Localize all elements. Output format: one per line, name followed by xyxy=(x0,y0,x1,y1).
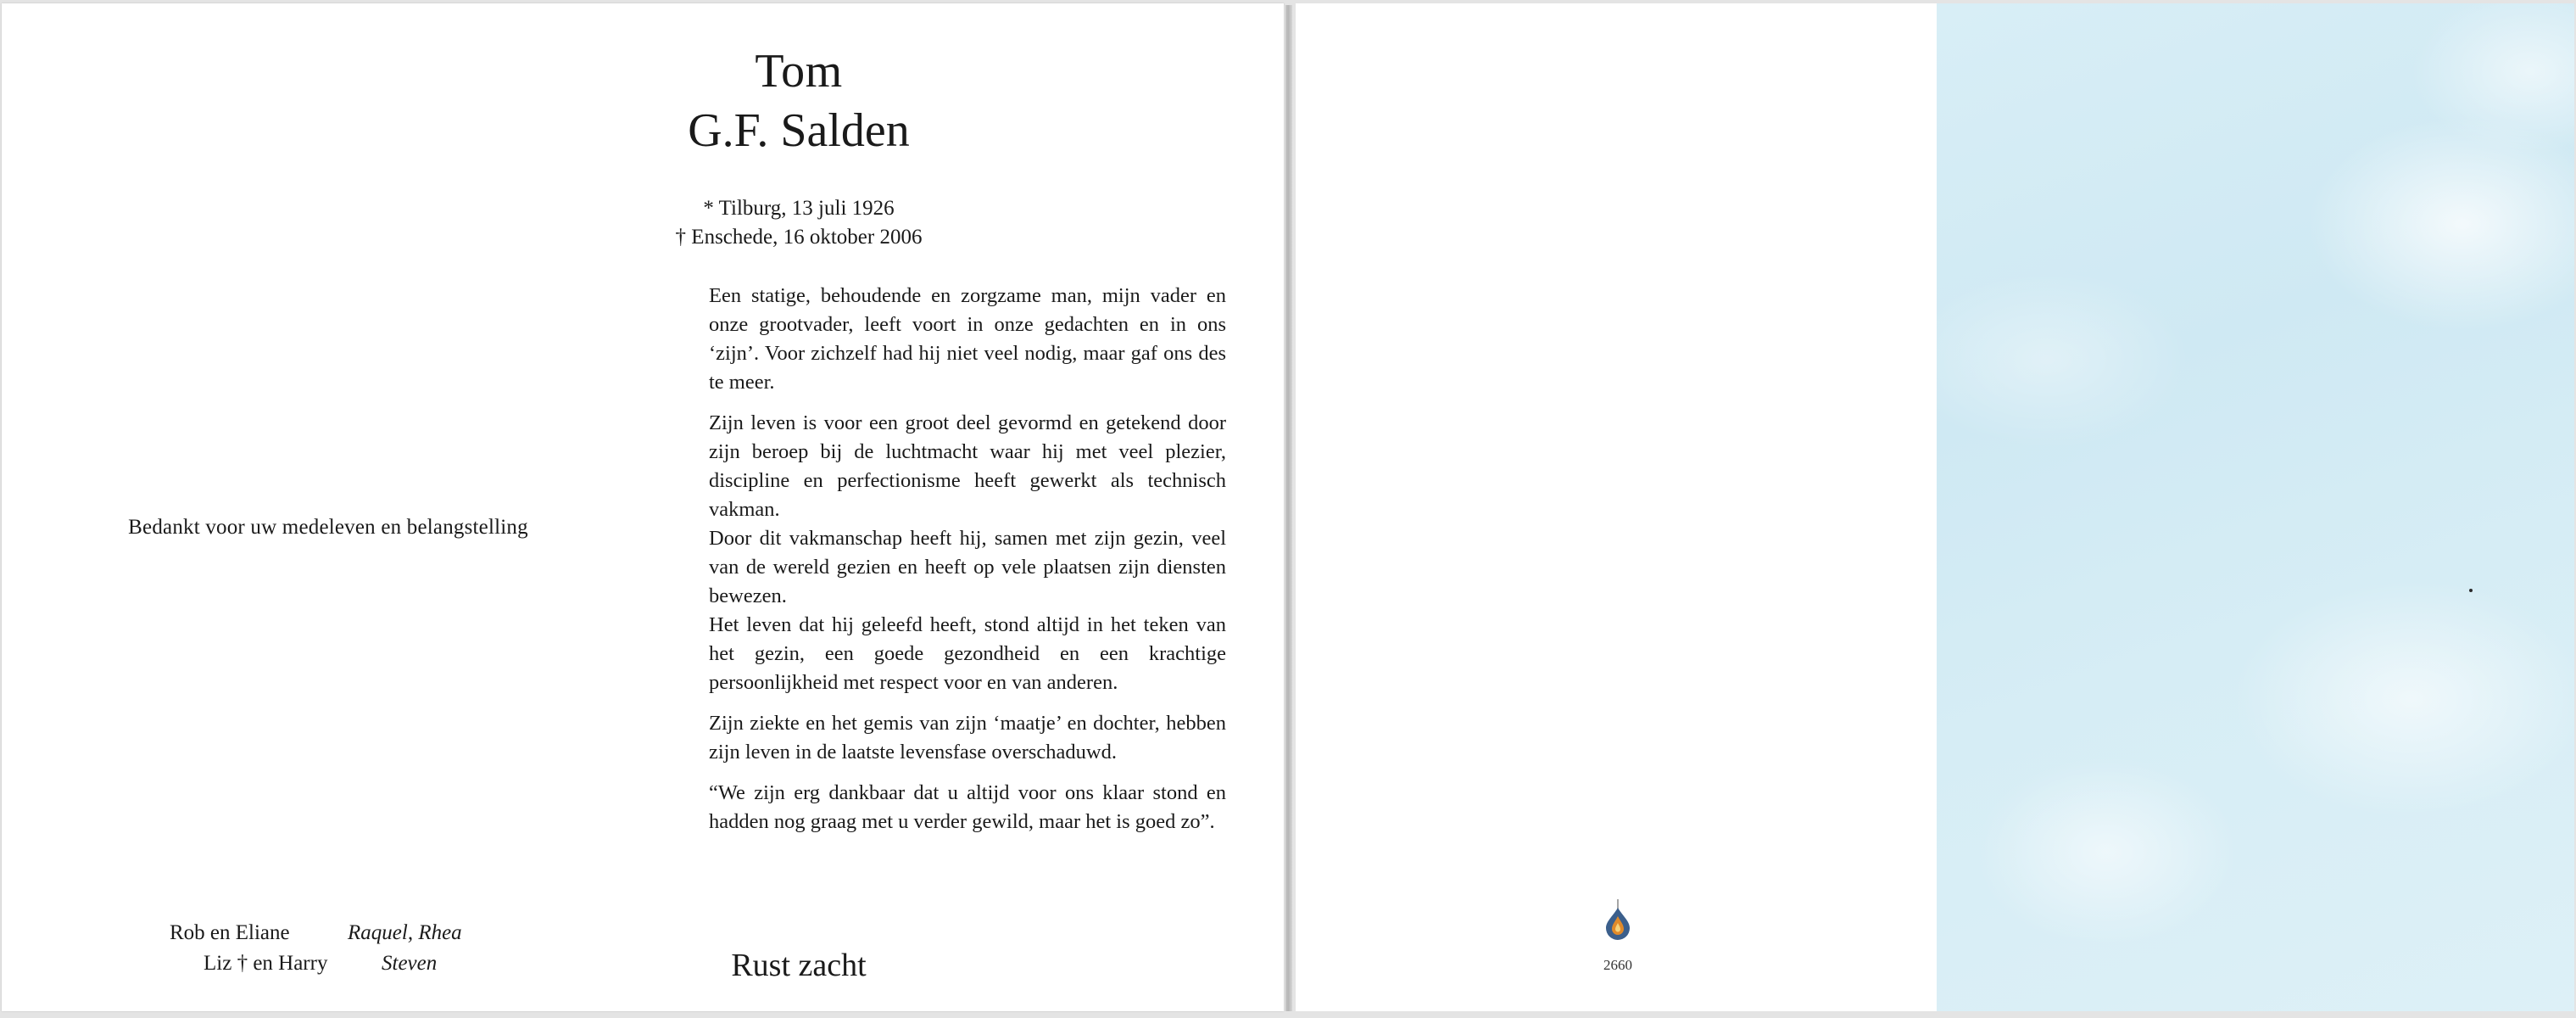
death-line: † Enschede, 16 oktober 2006 xyxy=(675,226,923,249)
birth-line: * Tilburg, 13 juli 1926 xyxy=(703,197,895,220)
family-adults: Rob en Eliane xyxy=(170,921,290,944)
memorial-paragraph: Zijn leven is voor een groot deel gevormd en getekend door zijn beroep bij de luchtmacht waar hij met veel plezier, discipline en perfectionisme heeft gewerkt als technisch vakman. xyxy=(709,411,1226,521)
closing-phrase: Rust zacht xyxy=(731,948,867,983)
speck xyxy=(2469,589,2473,592)
sky-image xyxy=(1937,3,2574,1011)
flame-drop-logo-icon xyxy=(1594,898,1642,945)
card-left-panel xyxy=(2,3,1284,1011)
family-adults: Liz † en Harry xyxy=(204,952,328,975)
deceased-first-name: Tom xyxy=(755,45,843,98)
memorial-paragraph: “We zijn erg dankbaar dat u altijd voor ons klaar stond en hadden nog graag met u verder gewild, maar het is goed zo”. xyxy=(709,781,1226,833)
print-code: 2660 xyxy=(1603,957,1632,973)
memorial-paragraph: Een statige, behoudende en zorgzame man, mijn vader en onze grootvader, leeft voort in onze gedachten en in ons ‘zijn’. Voor zichzelf had hij niet veel nodig, maar gaf ons des te meer. xyxy=(709,284,1226,394)
memorial-paragraph: Zijn ziekte en het gemis van zijn ‘maatje’ en dochter, hebben zijn leven in de laatste levensfase overschaduwd. xyxy=(709,712,1226,764)
card-fold xyxy=(1285,5,1292,1011)
thanks-message: Bedankt voor uw medeleven en belangstelling xyxy=(128,516,528,539)
family-grandchildren: Raquel, Rhea xyxy=(348,921,462,944)
deceased-last-name: G.F. Salden xyxy=(688,104,910,157)
memorial-paragraph: Het leven dat hij geleefd heeft, stond altijd in het teken van het gezin, een goede gezondheid en een krachtige persoonlijkheid met respect voor en van anderen. xyxy=(709,613,1226,694)
card-right-panel xyxy=(1296,3,2574,1011)
memorial-text xyxy=(709,282,1226,848)
family-grandchildren: Steven xyxy=(382,952,438,975)
memorial-paragraph: Door dit vakmanschap heeft hij, samen met zijn gezin, veel van de wereld gezien en heeft op vele plaatsen zijn diensten bewezen. xyxy=(709,527,1226,607)
